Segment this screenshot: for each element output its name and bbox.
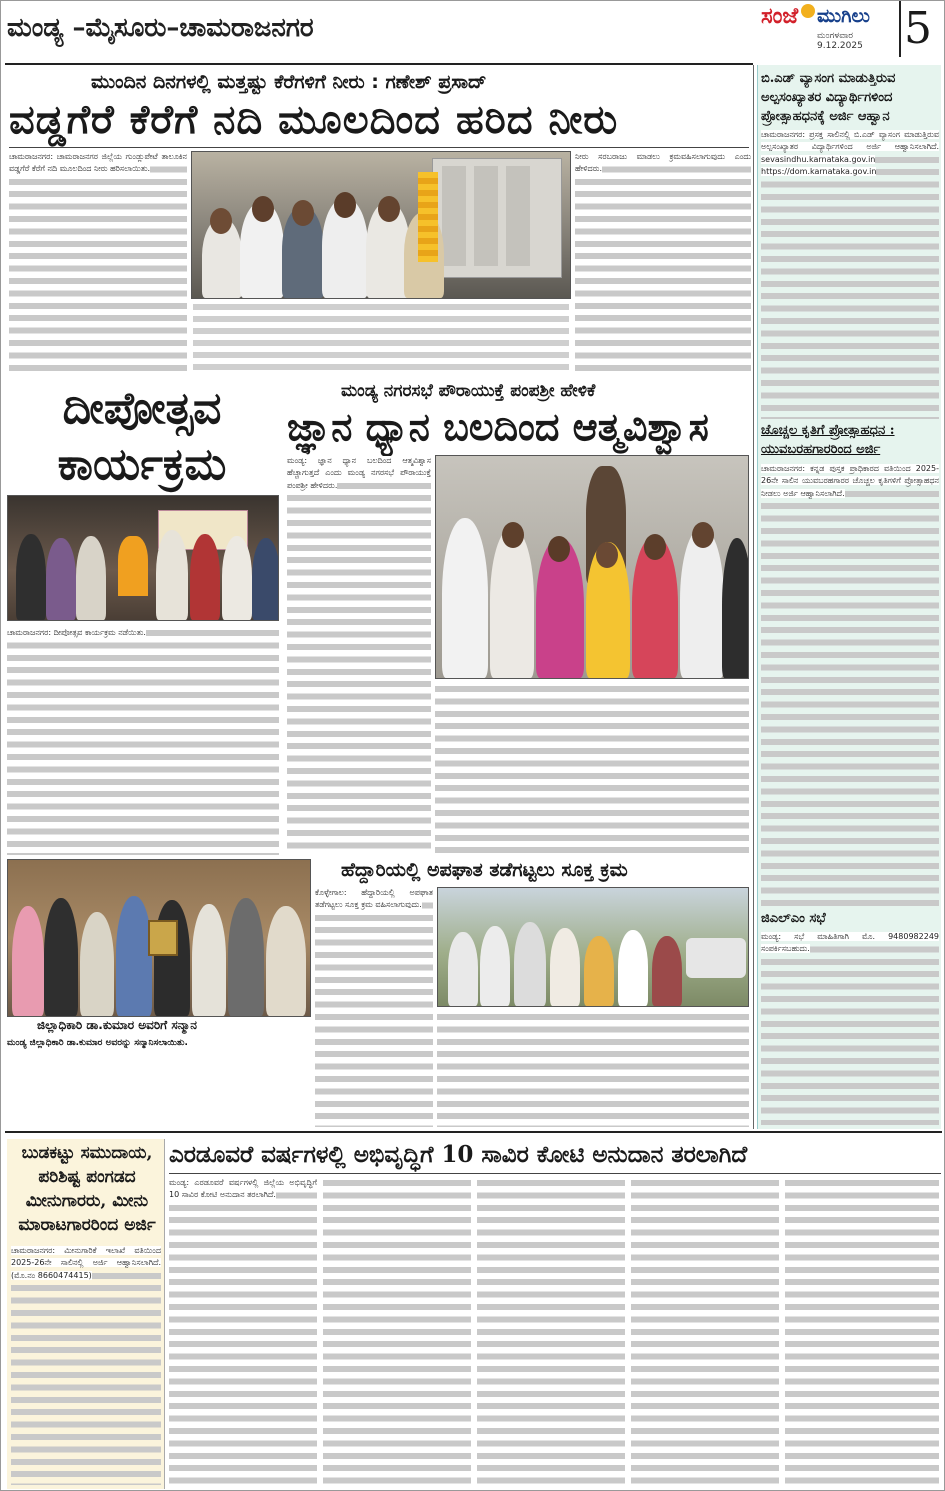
issue-date: 9.12.2025 [817,41,863,51]
sidebar-text-3 [761,931,939,1125]
sidebar-body-2: ಚಾಮರಾಜನಗರ: ಕನ್ನಡ ಪುಸ್ತಕ ಪ್ರಾಧಿಕಾರದ ವತಿಯಿಂದ 2025-26ನೇ ಸಾಲಿನ ಯುವಬರಹಗಾರರ ಚೊಚ್ಚಲ ಕೃತಿಗಳಿಗೆ ಪ್ರೋತ್ಸಾಹಧನ ನೀಡಲು ಅರ್ಜಿ ಆಹ್ವಾನಿಸಲಾಗಿದೆ. [761,464,939,498]
sidebar-text-1 [761,129,939,419]
grant-column-5 [785,1177,939,1487]
honour-photo [7,859,311,1017]
grant-body: ಮಂಡ್ಯ: ಎರಡೂವರೆ ವರ್ಷಗಳಲ್ಲಿ ಜಿಲ್ಲೆಯ ಅಭಿವೃದ್ಧಿಗೆ 10 ಸಾವಿರ ಕೋಟಿ ಅನುದಾನ ತರಲಾಗಿದೆ. [169,1178,317,1200]
issue-day: ಮಂಗಳವಾರ [817,31,854,41]
deepotsava-body: ಚಾಮರಾಜನಗರ: ದೀಪೋತ್ಸವ ಕಾರ್ಯಕ್ರಮ ನಡೆಯಿತು. [7,628,146,637]
issue-meta [817,31,863,51]
grant-column-1 [169,1177,317,1487]
sidebar-headline-2: ಚೊಚ್ಚಲ ಕೃತಿಗೆ ಪ್ರೋತ್ಸಾಹಧನ : ಯುವಬರಹಗಾರರಿಂದ ಅರ್ಜಿ [761,423,895,457]
jnana-column-2 [435,683,749,855]
section-title: ಮಂಡ್ಯ –ಮೈಸೂರು–ಚಾಮರಾಜನಗರ [7,13,314,43]
lead-rule [9,147,749,148]
grant-column-3 [477,1177,625,1487]
deepotsava-headline: ದೀಪೋತ್ಸವ ಕಾರ್ಯಕ್ರಮ [57,383,227,490]
lead-text-2: ನೀರು ಸರಬರಾಜು ಮಾಡಲು ಕ್ರಮವಹಿಸಲಾಗುವುದು ಎಂದು ಹೇಳಿದರು. [575,152,751,174]
grant-column-4 [631,1177,779,1487]
grant-rule [169,1173,941,1174]
jnana-column-1 [287,455,431,855]
highway-headline: ಹೆದ್ದಾರಿಯಲ್ಲಿ ಅಪಘಾತ ತಡೆಗಟ್ಟಲು ಸೂಕ್ತ ಕ್ರಮ [341,859,628,881]
page-number: 5 [899,1,935,57]
sun-icon [801,4,815,18]
logo-part-a: ಸಂಜೆ [761,3,799,29]
lead-text-1: ಚಾಮರಾಜನಗರ: ಚಾಮರಾಜನಗರ ಜಿಲ್ಲೆಯ ಗುಂಡ್ಲುಪೇಟೆ ತಾಲೂಕಿನ ವಡ್ಡಗೆರೆ ಕೆರೆಗೆ ನದಿ ಮೂಲದಿಂದ ನೀರು ಹರಿಸಲಾಯಿತು. [9,152,187,174]
highway-column-1 [315,887,433,1127]
sidebar-headline-3: ಜಿಎಲ್‌ಎಂ ಸಭೆ [761,911,826,926]
lead-column-1 [9,151,187,375]
sidebar-body-1: ಚಾಮರಾಜನಗರ: ಪ್ರಸಕ್ತ ಸಾಲಿನಲ್ಲಿ ಬಿ.ಎಡ್ ವ್ಯಾಸಂಗ ಮಾಡುತ್ತಿರುವ ಅಲ್ಪಸಂಖ್ಯಾತರ ವಿದ್ಯಾರ್ಥಿಗಳಿಂದ ಅರ್ಜಿ ಆಹ್ವಾನಿಸಲಾಗಿದೆ. sevasindhu.karnataka.gov.in https://dom.karnataka.gov.in [761,130,939,177]
jnana-body: ಮಂಡ್ಯ: ಜ್ಞಾನ ಧ್ಯಾನ ಬಲದಿಂದ ಆತ್ಮವಿಶ್ವಾಸ ಹೆಚ್ಚಾಗುತ್ತದೆ ಎಂದು ಮಂಡ್ಯ ನಗರಸಭೆ ಪೌರಾಯುಕ್ತೆ ಪಂಪಶ್ರೀ ಹೇಳಿದರು. [287,456,431,490]
highway-body: ಕೊಳ್ಳೇಗಾಲ: ಹೆದ್ದಾರಿಯಲ್ಲಿ ಅಪಘಾತ ತಡೆಗಟ್ಟಲು ಸೂಕ್ತ ಕ್ರಮ ವಹಿಸಲಾಗುವುದು. [315,888,433,910]
sidebar-headline-1: ಬಿ.ಎಡ್ ವ್ಯಾಸಂಗ ಮಾಡುತ್ತಿರುವ ಅಲ್ಪಸಂಖ್ಯಾತರ ವಿದ್ಯಾರ್ಥಿಗಳಿಂದ ಪ್ರೋತ್ಸಾಹಧನಕ್ಕೆ ಅರ್ಜಿ ಆಹ್ವಾನ [761,71,896,124]
honour-caption-title: ಜಿಲ್ಲಾಧಿಕಾರಿ ಡಾ.ಕುಮಾರ ಅವರಿಗೆ ಸನ್ಮಾನ [37,1018,197,1032]
lead-kicker: ಮುಂದಿನ ದಿನಗಳಲ್ಲಿ ಮತ್ತಷ್ಟು ಕೆರೆಗಳಿಗೆ ನೀರು : ಗಣೇಶ್ ಪ್ರಸಾದ್ [91,71,487,93]
deepotsava-photo [7,495,279,621]
highway-column-2 [437,1011,749,1127]
fishers-box [7,1139,165,1489]
jnana-kicker: ಮಂಡ್ಯ ನಗರಸಭೆ ಪೌರಾಯುಕ್ತೆ ಪಂಪಶ್ರೀ ಹೇಳಿಕೆ [341,381,596,401]
grant-headline: ಎರಡೂವರೆ ವರ್ಷಗಳಲ್ಲಿ ಅಭಿವೃದ್ಧಿಗೆ 10 ಸಾವಿರ ಕೋಟಿ ಅನುದಾನ ತರಲಾಗಿದೆ [169,1141,748,1168]
fishers-text [11,1245,161,1485]
logo-part-b: ಮುಗಿಲು [817,5,870,27]
lead-photo-caption [193,301,569,375]
fishers-headline: ಬುಡಕಟ್ಟು ಸಮುದಾಯ, ಪರಿಶಿಷ್ಟ ಪಂಗಡದ ಮೀನುಗಾರರು, ಮೀನು ಮಾರಾಟಗಾರರಿಂದ ಅರ್ಜಿ [18,1143,156,1235]
grant-column-2 [323,1177,471,1487]
sidebar-body-3: ಮಂಡ್ಯ: ಸಭೆ ಮಾಹಿತಿಗಾಗಿ ಮೊ. 9480982249 ಸಂಪರ್ಕಿಸಬಹುದು. [761,932,939,954]
honour-caption [7,1019,311,1129]
deepotsava-text [7,627,279,855]
fishers-body: ಚಾಮರಾಜನಗರ: ಮೀನುಗಾರಿಕೆ ಇಲಾಖೆ ವತಿಯಿಂದ 2025-26ನೇ ಸಾಲಿನಲ್ಲಿ ಅರ್ಜಿ ಆಹ್ವಾನಿಸಲಾಗಿದೆ. (ಮೊ.ನಂ 8660474415) [11,1246,161,1280]
jnana-photo [435,455,749,679]
sidebar-text-2 [761,463,939,907]
lead-headline: ವಡ್ಡಗೆರೆ ಕೆರೆಗೆ ನದಿ ಮೂಲದಿಂದ ಹರಿದ ನೀರು [9,96,619,143]
jnana-headline: ಜ್ಞಾನ ಧ್ಯಾನ ಬಲದಿಂದ ಆತ್ಮವಿಶ್ವಾಸ [287,404,709,449]
highway-photo [437,887,749,1007]
header-rule [5,63,753,65]
masthead-logo [753,3,893,51]
lead-photo [191,151,571,299]
bottom-band-rule [5,1131,942,1133]
column-divider [753,65,754,1129]
honour-caption-body: ಮಂಡ್ಯ ಜಿಲ್ಲಾಧಿಕಾರಿ ಡಾ.ಕುಮಾರ ಅವರನ್ನು ಸನ್ಮಾನಿಸಲಾಯಿತು. [7,1038,188,1048]
lead-column-3 [575,151,751,375]
